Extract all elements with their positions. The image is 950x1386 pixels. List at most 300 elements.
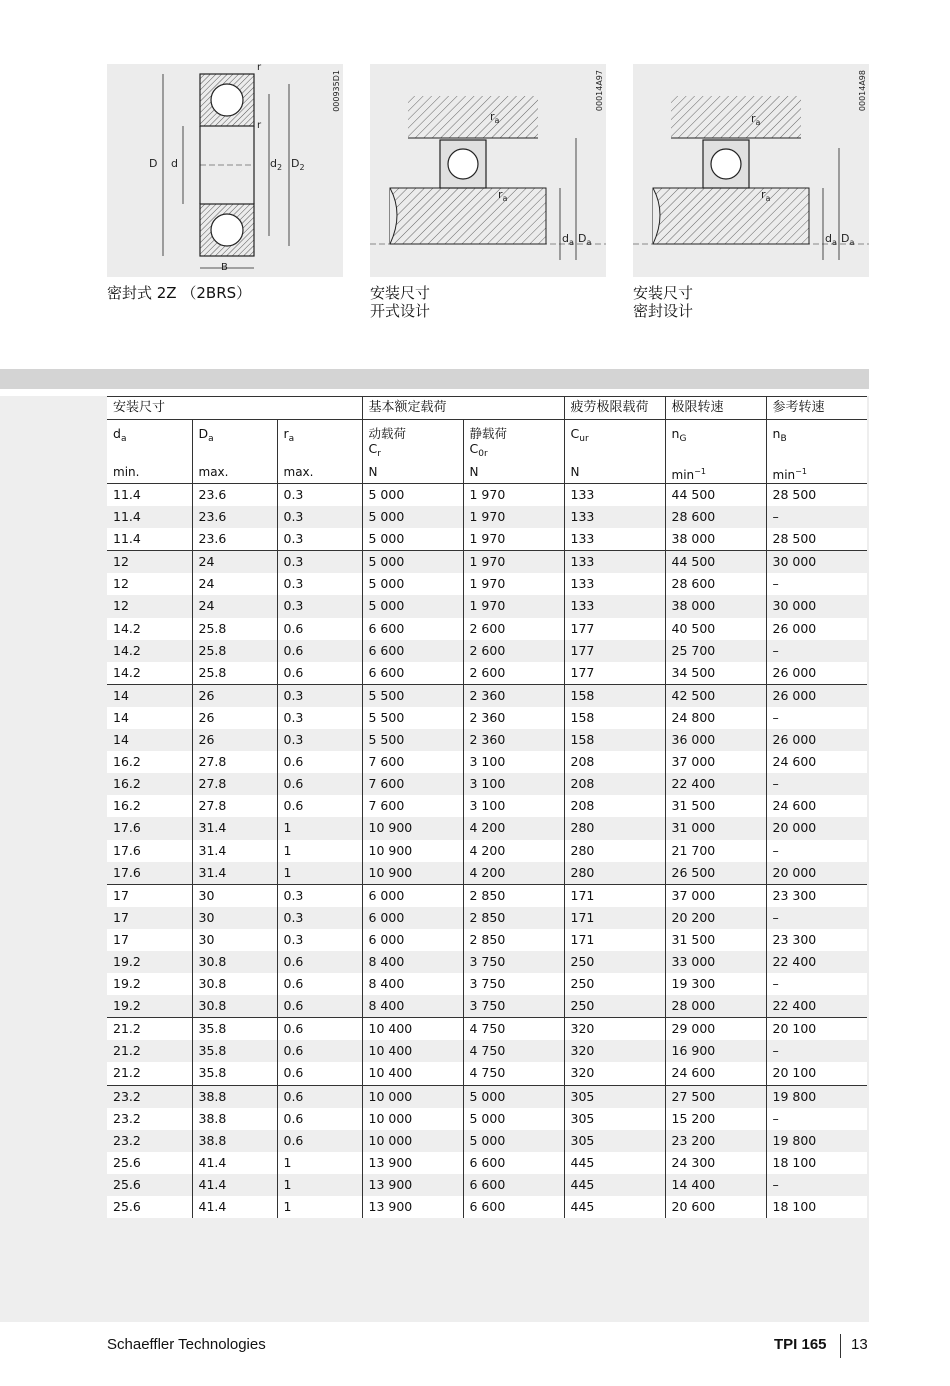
table-cell: 0.6 (277, 1040, 362, 1062)
col-header-cur: $C_{ur}$ (564, 420, 665, 465)
table-cell: 35.8 (192, 1062, 277, 1085)
table-cell: 31.4 (192, 817, 277, 839)
table-cell: 41.4 (192, 1196, 277, 1218)
table-cell: 5 500 (362, 684, 463, 707)
table-cell: 42 500 (665, 684, 766, 707)
table-cell: 1 (277, 840, 362, 862)
table-cell: 0.6 (277, 951, 362, 973)
table-cell: 10 900 (362, 862, 463, 885)
table-cell: 0.6 (277, 618, 362, 640)
table-cell: 30 (192, 907, 277, 929)
col-header-c0r: 静载荷 $C_{0r}$ (463, 420, 564, 465)
table-cell: 320 (564, 1062, 665, 1085)
table-row (107, 484, 867, 507)
table-cell: 8 400 (362, 995, 463, 1018)
table-cell: 26 000 (766, 618, 867, 640)
table-cell: 177 (564, 618, 665, 640)
table-cell: 250 (564, 973, 665, 995)
table-cell: 5 000 (362, 551, 463, 574)
table-cell: 11.4 (107, 484, 192, 507)
table-cell: – (766, 640, 867, 662)
table-cell: 38.8 (192, 1130, 277, 1152)
table-cell: 11.4 (107, 506, 192, 528)
table-cell: 30 (192, 929, 277, 951)
table-cell: 25.8 (192, 662, 277, 685)
label-Da: $D_a$ (578, 232, 592, 247)
table-cell: 133 (564, 528, 665, 551)
table-cell: 250 (564, 995, 665, 1018)
table-cell: 21.2 (107, 1040, 192, 1062)
table-cell: 3 100 (463, 773, 564, 795)
unit-cell: max. (192, 464, 277, 484)
table-row (107, 506, 867, 528)
table-cell: 1 (277, 1196, 362, 1218)
table-cell: 6 600 (362, 640, 463, 662)
figure-id: 00014A97 (595, 70, 604, 112)
table-cell: 280 (564, 817, 665, 839)
table-cell: 14.2 (107, 618, 192, 640)
caption-line: 密封设计 (633, 302, 694, 320)
table-cell: 1 (277, 862, 362, 885)
caption-line: 密封式 2Z （2BRS） (107, 284, 252, 302)
table-cell: 24 600 (766, 795, 867, 817)
table-cell: 44 500 (665, 484, 766, 507)
unit-cell: min. (107, 464, 192, 484)
table-cell: 0.6 (277, 795, 362, 817)
table-cell: 41.4 (192, 1174, 277, 1196)
table-row (107, 995, 867, 1018)
table-cell: 177 (564, 640, 665, 662)
table-row (107, 862, 867, 885)
table-cell: 26 000 (766, 729, 867, 751)
table-cell: 177 (564, 662, 665, 685)
table-cell: 30.8 (192, 995, 277, 1018)
table-cell: 4 750 (463, 1062, 564, 1085)
caption-line: 安装尺寸 (370, 284, 431, 302)
table-cell: 23 200 (665, 1130, 766, 1152)
table-cell: 2 600 (463, 662, 564, 685)
table-cell: 21.2 (107, 1018, 192, 1041)
table-cell: – (766, 1174, 867, 1196)
footer-divider (840, 1334, 841, 1358)
table-cell: 305 (564, 1130, 665, 1152)
table-cell: 14 (107, 729, 192, 751)
table-cell: 14.2 (107, 662, 192, 685)
table-cell: 28 600 (665, 573, 766, 595)
table-cell: 20 200 (665, 907, 766, 929)
table-cell: 158 (564, 707, 665, 729)
table-cell: 2 850 (463, 929, 564, 951)
label-ra-top: $r_a$ (490, 110, 500, 125)
table-cell: 17 (107, 884, 192, 907)
table-row (107, 795, 867, 817)
table-cell: 17.6 (107, 817, 192, 839)
table-cell: 6 600 (362, 618, 463, 640)
table-cell: 33 000 (665, 951, 766, 973)
table-cell: 1 970 (463, 484, 564, 507)
table-cell: 4 750 (463, 1018, 564, 1041)
label-ra-top: $r_a$ (751, 112, 761, 127)
table-cell: 208 (564, 773, 665, 795)
table-cell: 0.3 (277, 551, 362, 574)
label-r-top: r (257, 64, 262, 73)
figure-bearing-section (107, 64, 343, 277)
table-cell: 133 (564, 506, 665, 528)
table-cell: 5 000 (463, 1130, 564, 1152)
table-cell: 0.3 (277, 884, 362, 907)
table-cell: 24 600 (665, 1062, 766, 1085)
table-cell: – (766, 907, 867, 929)
table-cell: 23.6 (192, 528, 277, 551)
table-cell: 0.6 (277, 1062, 362, 1085)
table-cell: 0.6 (277, 1085, 362, 1108)
table-cell: – (766, 840, 867, 862)
table-cell: 24 600 (766, 751, 867, 773)
table-cell: – (766, 773, 867, 795)
label-da: $d_a$ (825, 232, 837, 247)
unit-cell: max. (277, 464, 362, 484)
table-cell: – (766, 707, 867, 729)
table-row (107, 929, 867, 951)
footer-doc: TPI 165 (774, 1336, 827, 1353)
table-cell: 0.6 (277, 1018, 362, 1041)
label-D2: $D_2$ (291, 157, 305, 172)
label-ra-bottom: $r_a$ (761, 188, 771, 203)
table-cell: 44 500 (665, 551, 766, 574)
table-cell: 16 900 (665, 1040, 766, 1062)
table-cell: 14 400 (665, 1174, 766, 1196)
table-cell: 0.6 (277, 995, 362, 1018)
table-cell: 7 600 (362, 773, 463, 795)
table-row (107, 551, 867, 574)
table-cell: 37 000 (665, 751, 766, 773)
table-cell: 38.8 (192, 1108, 277, 1130)
table-cell: 28 600 (665, 506, 766, 528)
table-cell: 23 300 (766, 929, 867, 951)
table-cell: 1 970 (463, 551, 564, 574)
table-cell: – (766, 973, 867, 995)
table-cell: 6 600 (463, 1196, 564, 1218)
table-cell: 26 (192, 729, 277, 751)
table-cell: 26 000 (766, 684, 867, 707)
table-cell: 3 750 (463, 995, 564, 1018)
table-cell: 12 (107, 573, 192, 595)
table-cell: 6 600 (463, 1174, 564, 1196)
table-cell: 17.6 (107, 862, 192, 885)
col-header-da: $d_a$ (107, 420, 192, 465)
table-cell: 16.2 (107, 751, 192, 773)
table-cell: 23.6 (192, 484, 277, 507)
table-cell: 2 850 (463, 907, 564, 929)
table-cell: 38 000 (665, 595, 766, 617)
col-header-ng: $n_G$ (665, 420, 766, 465)
table-cell: 24 (192, 595, 277, 617)
group-header-fatigue: 疲劳极限载荷 (564, 397, 665, 420)
table-cell: 31 500 (665, 795, 766, 817)
table-cell: 0.3 (277, 595, 362, 617)
table-cell: 21.2 (107, 1062, 192, 1085)
table-body (107, 484, 867, 1219)
table-cell: 15 200 (665, 1108, 766, 1130)
table-cell: 20 000 (766, 817, 867, 839)
table-row (107, 1018, 867, 1041)
table-row (107, 884, 867, 907)
footer-page-number: 13 (851, 1336, 868, 1353)
label-ra-bottom: $r_a$ (498, 188, 508, 203)
table-cell: 3 100 (463, 795, 564, 817)
table-cell: 0.3 (277, 528, 362, 551)
table-cell: 0.6 (277, 662, 362, 685)
table-cell: 20 600 (665, 1196, 766, 1218)
table-cell: 10 000 (362, 1085, 463, 1108)
table-cell: 4 200 (463, 840, 564, 862)
table-cell: 0.3 (277, 506, 362, 528)
table-row (107, 618, 867, 640)
table-cell: 5 500 (362, 707, 463, 729)
table-cell: 5 000 (362, 595, 463, 617)
table-cell: 0.3 (277, 929, 362, 951)
table-cell: 2 360 (463, 729, 564, 751)
table-cell: 40 500 (665, 618, 766, 640)
figure-caption-seal (107, 284, 251, 302)
table-cell: 3 750 (463, 973, 564, 995)
table-cell: 38 000 (665, 528, 766, 551)
table-row (107, 1040, 867, 1062)
table-cell: 208 (564, 795, 665, 817)
table-cell: 445 (564, 1196, 665, 1218)
table-row (107, 951, 867, 973)
table-cell: 1 (277, 1174, 362, 1196)
table-row (107, 1130, 867, 1152)
table-cell: 14 (107, 707, 192, 729)
table-cell: 25.8 (192, 618, 277, 640)
table-cell: 5 000 (362, 573, 463, 595)
table-cell: 1 (277, 817, 362, 839)
table-cell: 4 200 (463, 862, 564, 885)
table-cell: 22 400 (766, 951, 867, 973)
table-cell: 10 000 (362, 1130, 463, 1152)
table-cell: 22 400 (665, 773, 766, 795)
table-cell: 0.3 (277, 684, 362, 707)
table-cell: 171 (564, 907, 665, 929)
table-row (107, 907, 867, 929)
table-cell: 23.2 (107, 1108, 192, 1130)
caption-line: 开式设计 (370, 302, 431, 320)
table-cell: 41.4 (192, 1152, 277, 1174)
table-cell: 13 900 (362, 1196, 463, 1218)
table-cell: 22 400 (766, 995, 867, 1018)
table-cell: 20 100 (766, 1062, 867, 1085)
table-cell: 24 (192, 573, 277, 595)
table-cell: 6 600 (463, 1152, 564, 1174)
table-cell: 0.6 (277, 640, 362, 662)
figure-caption-sealed (633, 284, 693, 320)
table-cell: 0.3 (277, 707, 362, 729)
table-row (107, 684, 867, 707)
table-cell: 11.4 (107, 528, 192, 551)
table-cell: 0.3 (277, 573, 362, 595)
mounting-sealed-drawing (633, 64, 869, 277)
table-cell: 2 850 (463, 884, 564, 907)
table-cell: 10 400 (362, 1018, 463, 1041)
table-cell: 30.8 (192, 973, 277, 995)
units-row (107, 464, 867, 484)
figure-id: 000935D1 (332, 70, 341, 112)
table-cell: 31 500 (665, 929, 766, 951)
table-cell: 19.2 (107, 995, 192, 1018)
table-cell: 10 900 (362, 817, 463, 839)
table-cell: 10 000 (362, 1108, 463, 1130)
table-cell: 26 (192, 707, 277, 729)
figure-caption-open (370, 284, 430, 320)
group-header-limit-speed: 极限转速 (665, 397, 766, 420)
table-cell: 305 (564, 1108, 665, 1130)
table-cell: 158 (564, 729, 665, 751)
table-cell: 28 500 (766, 484, 867, 507)
label-d2: $d_2$ (270, 157, 283, 172)
table-cell: 19.2 (107, 951, 192, 973)
table-cell: 23.2 (107, 1085, 192, 1108)
label-Da: $D_a$ (841, 232, 855, 247)
table-cell: 6 600 (362, 662, 463, 685)
table-cell: 16.2 (107, 773, 192, 795)
table-cell: 6 000 (362, 929, 463, 951)
table-cell: 6 000 (362, 907, 463, 929)
section-band (0, 369, 869, 389)
table-cell: 13 900 (362, 1174, 463, 1196)
table-cell: 19.2 (107, 973, 192, 995)
label-D: D (149, 157, 158, 170)
table-cell: 18 100 (766, 1152, 867, 1174)
table-cell: 250 (564, 951, 665, 973)
table-cell: 10 900 (362, 840, 463, 862)
table-cell: 133 (564, 595, 665, 617)
table-row (107, 751, 867, 773)
mounting-open-drawing (370, 64, 606, 277)
table-row (107, 1174, 867, 1196)
table-cell: 1 970 (463, 595, 564, 617)
table-cell: 133 (564, 573, 665, 595)
table-cell: 17 (107, 907, 192, 929)
table-cell: 171 (564, 929, 665, 951)
table-cell: 38.8 (192, 1085, 277, 1108)
table-cell: 4 750 (463, 1040, 564, 1062)
table-cell: 2 360 (463, 684, 564, 707)
table-cell: 0.6 (277, 751, 362, 773)
table-cell: 25.8 (192, 640, 277, 662)
table-cell: 7 600 (362, 751, 463, 773)
table-cell: 445 (564, 1174, 665, 1196)
unit-cell: $\min^{-1}$ (665, 464, 766, 484)
unit-cell: N (362, 464, 463, 484)
table-cell: 23.2 (107, 1130, 192, 1152)
table-cell: 35.8 (192, 1040, 277, 1062)
table-cell: 29 000 (665, 1018, 766, 1041)
table-cell: 0.6 (277, 773, 362, 795)
table-row (107, 840, 867, 862)
col-header-ra: $r_a$ (277, 420, 362, 465)
table-cell: 0.3 (277, 907, 362, 929)
table-cell: 320 (564, 1018, 665, 1041)
table-cell: 10 400 (362, 1040, 463, 1062)
table-cell: 24 (192, 551, 277, 574)
table-cell: 20 100 (766, 1018, 867, 1041)
table-cell: 26 500 (665, 862, 766, 885)
table-cell: 27.8 (192, 773, 277, 795)
table-cell: 17.6 (107, 840, 192, 862)
table-cell: 5 000 (362, 484, 463, 507)
bearing-section-drawing (107, 64, 343, 277)
table-cell: 5 500 (362, 729, 463, 751)
group-header-mounting: 安装尺寸 (107, 397, 362, 420)
table-row (107, 662, 867, 685)
table-row (107, 1085, 867, 1108)
table-cell: 27.8 (192, 751, 277, 773)
table-cell: 5 000 (362, 528, 463, 551)
table-cell: 31 000 (665, 817, 766, 839)
table-cell: 1 970 (463, 506, 564, 528)
label-B: B (221, 262, 228, 273)
table-cell: 26 (192, 684, 277, 707)
table-cell: 280 (564, 862, 665, 885)
table-cell: 26 000 (766, 662, 867, 685)
table-cell: 24 800 (665, 707, 766, 729)
table-cell: 280 (564, 840, 665, 862)
table-cell: 12 (107, 551, 192, 574)
table-cell: 25.6 (107, 1152, 192, 1174)
table-row (107, 729, 867, 751)
col-header-cr: 动载荷 $C_r$ (362, 420, 463, 465)
table-cell: 3 750 (463, 951, 564, 973)
table-row (107, 817, 867, 839)
label-da: $d_a$ (562, 232, 574, 247)
table-cell: 20 000 (766, 862, 867, 885)
unit-cell: N (564, 464, 665, 484)
figure-id: 00014A98 (858, 70, 867, 112)
table-cell: 16.2 (107, 795, 192, 817)
table-cell: 8 400 (362, 951, 463, 973)
table-cell: 19 800 (766, 1130, 867, 1152)
table-cell: – (766, 1040, 867, 1062)
table-cell: 133 (564, 484, 665, 507)
table-cell: 28 000 (665, 995, 766, 1018)
table-cell: 1 970 (463, 528, 564, 551)
table-cell: 5 000 (463, 1085, 564, 1108)
table-cell: 3 100 (463, 751, 564, 773)
table-cell: 35.8 (192, 1018, 277, 1041)
table-cell: 13 900 (362, 1152, 463, 1174)
table-cell: 25 700 (665, 640, 766, 662)
table-cell: 30.8 (192, 951, 277, 973)
group-header-row (107, 397, 867, 420)
table-row (107, 707, 867, 729)
table-cell: 7 600 (362, 795, 463, 817)
table-cell: – (766, 506, 867, 528)
label-d: d (171, 157, 178, 170)
table-cell: 28 500 (766, 528, 867, 551)
table-cell: – (766, 573, 867, 595)
table-cell: 19 800 (766, 1085, 867, 1108)
table-cell: 0.6 (277, 1130, 362, 1152)
table-cell: 6 000 (362, 884, 463, 907)
table-cell: 133 (564, 551, 665, 574)
table-cell: 31.4 (192, 840, 277, 862)
column-header-row (107, 420, 867, 465)
table-cell: 30 (192, 884, 277, 907)
table-cell: 31.4 (192, 862, 277, 885)
table-cell: 1 970 (463, 573, 564, 595)
table-cell: 5 000 (463, 1108, 564, 1130)
